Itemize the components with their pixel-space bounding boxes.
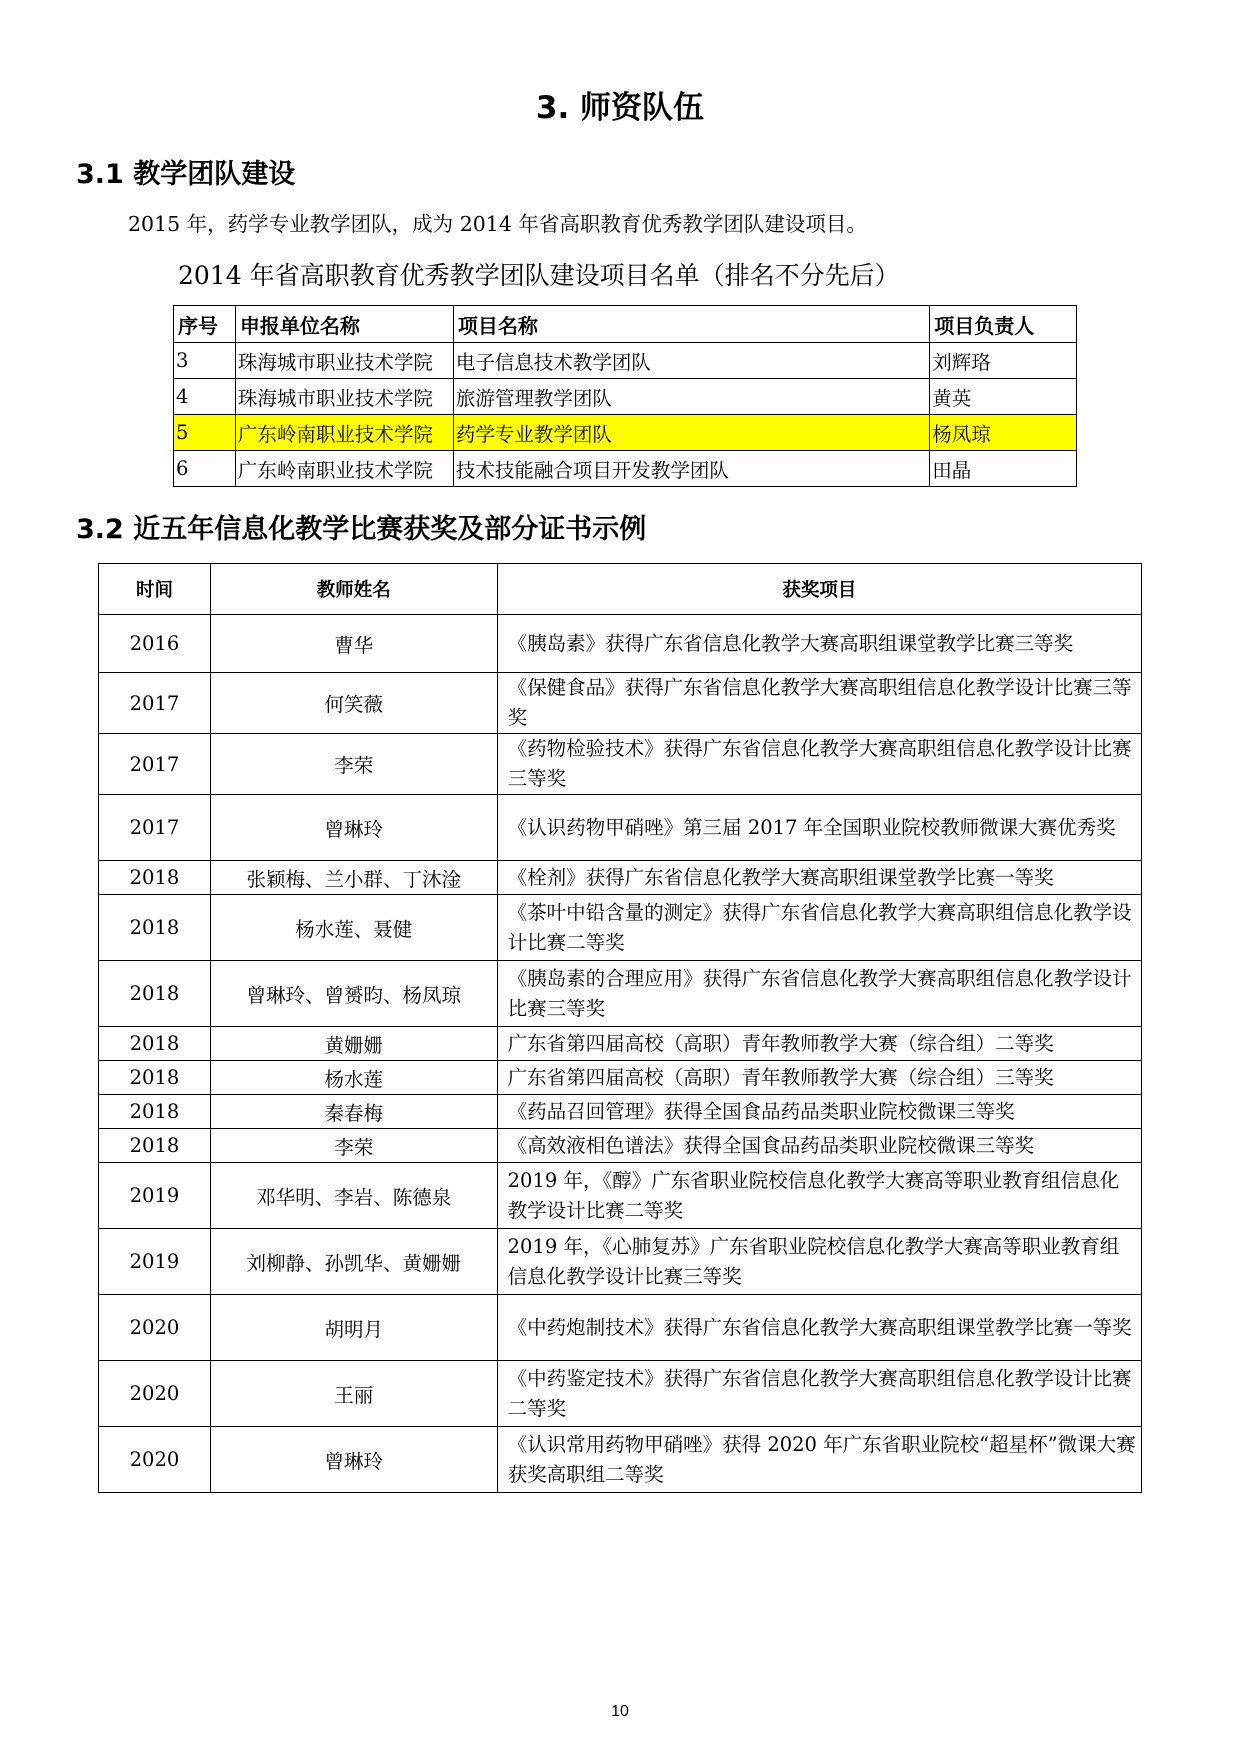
cell-teacher: 胡明月	[210, 1295, 497, 1361]
table-row	[99, 1027, 1142, 1061]
table-row	[99, 1229, 1142, 1295]
cell-leader: 刘辉珞	[930, 343, 1077, 379]
cell-year: 2017	[99, 795, 211, 861]
cell-award: 《认识药物甲硝唑》第三届 2017 年全国职业院校教师微课大赛优秀奖	[497, 795, 1141, 861]
page-number: 10	[611, 1703, 629, 1720]
cell-year: 2017	[99, 734, 211, 795]
cell-teacher: 曾琳玲	[210, 795, 497, 861]
cell-award: 《认识常用药物甲硝唑》获得 2020 年广东省职业院校“超星杯”微课大赛获奖高职组二等奖	[497, 1427, 1141, 1493]
cell-year: 2019	[99, 1163, 211, 1229]
cell-index: 4	[174, 379, 236, 415]
cell-year: 2020	[99, 1295, 211, 1361]
cell-teacher: 秦春梅	[210, 1095, 497, 1129]
cell-award: 《高效液相色谱法》获得全国食品药品类职业院校微课三等奖	[497, 1129, 1141, 1163]
cell-unit: 广东岭南职业技术学院	[235, 451, 453, 487]
cell-teacher: 曾琳玲、曾赟昀、杨凤琼	[210, 961, 497, 1027]
section-heading-awards: 3.2 近五年信息化教学比赛获奖及部分证书示例	[76, 514, 647, 545]
table-row	[99, 1129, 1142, 1163]
cell-award: 《茶叶中铅含量的测定》获得广东省信息化教学大赛高职组信息化教学设计比赛二等奖	[497, 895, 1141, 961]
chapter-title: 3. 师资队伍	[535, 90, 705, 126]
table-row	[174, 343, 1077, 379]
header-teacher: 教师姓名	[210, 564, 497, 615]
table-row	[174, 379, 1077, 415]
cell-teacher: 杨水莲	[210, 1061, 497, 1095]
table-row	[99, 1295, 1142, 1361]
cell-teacher: 李荣	[210, 1129, 497, 1163]
cell-project: 旅游管理教学团队	[453, 379, 929, 415]
table-row	[99, 1095, 1142, 1129]
cell-year: 2018	[99, 861, 211, 895]
cell-unit: 珠海城市职业技术学院	[235, 379, 453, 415]
cell-index: 5	[174, 415, 236, 451]
cell-award: 广东省第四届高校（高职）青年教师教学大赛（综合组）二等奖	[497, 1027, 1141, 1061]
cell-year: 2018	[99, 1061, 211, 1095]
header-unit: 申报单位名称	[235, 306, 453, 343]
cell-teacher: 李荣	[210, 734, 497, 795]
table-row	[99, 1061, 1142, 1095]
table-row	[174, 451, 1077, 487]
cell-unit: 珠海城市职业技术学院	[235, 343, 453, 379]
cell-award: 《药物检验技术》获得广东省信息化教学大赛高职组信息化教学设计比赛三等奖	[497, 734, 1141, 795]
intro-paragraph: 2015 年，药学专业教学团队，成为 2014 年省高职教育优秀教学团队建设项目。	[128, 212, 867, 236]
header-year: 时间	[99, 564, 211, 615]
header-leader: 项目负责人	[930, 306, 1077, 343]
cell-year: 2020	[99, 1427, 211, 1493]
cell-award: 《中药炮制技术》获得广东省信息化教学大赛高职组课堂教学比赛一等奖	[497, 1295, 1141, 1361]
team-table	[173, 305, 1077, 487]
cell-award: 《保健食品》获得广东省信息化教学大赛高职组信息化教学设计比赛三等奖	[497, 673, 1141, 734]
cell-year: 2016	[99, 615, 211, 673]
cell-year: 2019	[99, 1229, 211, 1295]
cell-project: 电子信息技术教学团队	[453, 343, 929, 379]
table-row	[99, 961, 1142, 1027]
cell-award: 《中药鉴定技术》获得广东省信息化教学大赛高职组信息化教学设计比赛二等奖	[497, 1361, 1141, 1427]
team-table-header	[174, 306, 1077, 343]
header-award: 获奖项目	[497, 564, 1141, 615]
cell-award: 《胰岛素》获得广东省信息化教学大赛高职组课堂教学比赛三等奖	[497, 615, 1141, 673]
awards-table-header	[99, 564, 1142, 615]
cell-teacher: 曾琳玲	[210, 1427, 497, 1493]
cell-award: 《胰岛素的合理应用》获得广东省信息化教学大赛高职组信息化教学设计比赛三等奖	[497, 961, 1141, 1027]
cell-leader: 田晶	[930, 451, 1077, 487]
section-heading-team: 3.1 教学团队建设	[76, 159, 296, 190]
cell-teacher: 刘柳静、孙凯华、黄姗姗	[210, 1229, 497, 1295]
table-row	[99, 615, 1142, 673]
table-row	[99, 734, 1142, 795]
table-row	[99, 1163, 1142, 1229]
cell-unit: 广东岭南职业技术学院	[235, 415, 453, 451]
cell-project: 技术技能融合项目开发教学团队	[453, 451, 929, 487]
cell-year: 2017	[99, 673, 211, 734]
team-table-caption: 2014 年省高职教育优秀教学团队建设项目名单（排名不分先后）	[178, 261, 900, 290]
cell-year: 2020	[99, 1361, 211, 1427]
cell-award: 2019 年，《心肺复苏》广东省职业院校信息化教学大赛高等职业教育组信息化教学设计比赛三等奖	[497, 1229, 1141, 1295]
header-index: 序号	[174, 306, 236, 343]
cell-index: 3	[174, 343, 236, 379]
cell-year: 2018	[99, 895, 211, 961]
cell-award: 2019 年，《醇》广东省职业院校信息化教学大赛高等职业教育组信息化教学设计比赛二等奖	[497, 1163, 1141, 1229]
cell-index: 6	[174, 451, 236, 487]
cell-teacher: 杨水莲、聂健	[210, 895, 497, 961]
table-row	[99, 895, 1142, 961]
cell-teacher: 邓华明、李岩、陈德泉	[210, 1163, 497, 1229]
awards-table	[98, 563, 1142, 1493]
table-row	[99, 795, 1142, 861]
table-row	[99, 1427, 1142, 1493]
table-row	[99, 861, 1142, 895]
cell-teacher: 黄姗姗	[210, 1027, 497, 1061]
cell-award: 广东省第四届高校（高职）青年教师教学大赛（综合组）三等奖	[497, 1061, 1141, 1095]
cell-leader: 杨凤琼	[930, 415, 1077, 451]
cell-leader: 黄英	[930, 379, 1077, 415]
cell-teacher: 何笑薇	[210, 673, 497, 734]
table-row	[99, 673, 1142, 734]
cell-award: 《药品召回管理》获得全国食品药品类职业院校微课三等奖	[497, 1095, 1141, 1129]
cell-year: 2018	[99, 1027, 211, 1061]
table-row	[99, 1361, 1142, 1427]
highlighted-table-row	[174, 415, 1077, 451]
cell-teacher: 张颖梅、兰小群、丁沐淦	[210, 861, 497, 895]
cell-year: 2018	[99, 1095, 211, 1129]
cell-award: 《栓剂》获得广东省信息化教学大赛高职组课堂教学比赛一等奖	[497, 861, 1141, 895]
cell-year: 2018	[99, 961, 211, 1027]
cell-teacher: 曹华	[210, 615, 497, 673]
cell-year: 2018	[99, 1129, 211, 1163]
cell-teacher: 王丽	[210, 1361, 497, 1427]
cell-project: 药学专业教学团队	[453, 415, 929, 451]
header-project: 项目名称	[453, 306, 929, 343]
